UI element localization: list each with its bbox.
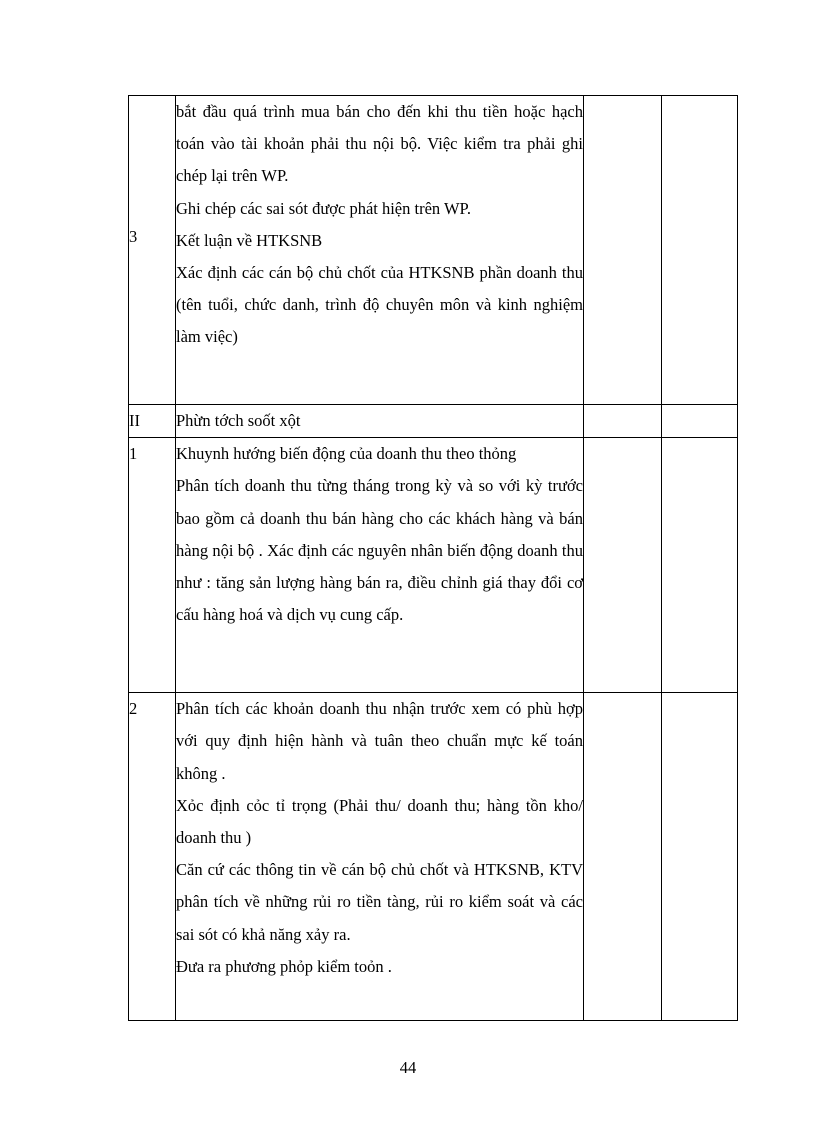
row-number: 1: [129, 444, 138, 464]
procedure-text: Xác định các cán bộ chủ chốt của HTKSNB phần doanh thu (tên tuổi, chức danh, trình độ chuyên môn và kinh nghiệm làm việc): [176, 263, 583, 347]
empty-cell: [662, 693, 738, 1021]
procedure-text: Đưa ra phương phỏp kiểm toỏn .: [176, 956, 392, 976]
row-number-cell: [129, 438, 176, 693]
empty-cell: [584, 405, 662, 438]
procedure-text: bắt đầu quá trình mua bán cho đến khi thu tiền hoặc hạch toán vào tài khoản phải thu nội bộ. Việc kiểm tra phải ghi chép lại trên WP.: [176, 102, 583, 186]
empty-cell: [584, 693, 662, 1021]
table-row: [129, 405, 738, 438]
row-number: 2: [129, 699, 138, 719]
empty-cell: [662, 405, 738, 438]
table-row: [129, 96, 738, 405]
row-number-cell: [129, 96, 176, 405]
procedure-text: Phân tích các khoản doanh thu nhận trước xem có phù hợp với quy định hiện hành và tuân theo chuẩn mực kế toán không .: [176, 699, 583, 783]
procedure-text: Căn cứ các thông tin về cán bộ chủ chốt và HTKSNB, KTV phân tích về những rủi ro tiền tàng, rủi ro kiểm soát và các sai sót có khả năng xảy ra.: [176, 860, 583, 944]
procedure-text: Ghi chép các sai sót được phát hiện trên WP.: [176, 198, 472, 218]
row-number-cell: [129, 693, 176, 1021]
table-row: [129, 438, 738, 693]
section-title-cell: [176, 405, 584, 438]
section-number: II: [129, 411, 140, 430]
empty-cell: [584, 96, 662, 405]
table-row: [129, 693, 738, 1021]
procedure-cell: [176, 693, 584, 1021]
section-title: Phừn tớch soốt xột: [176, 411, 301, 430]
procedure-cell: [176, 96, 584, 405]
procedure-cell: [176, 438, 584, 693]
page-number: 44: [399, 1058, 417, 1077]
empty-cell: [662, 96, 738, 405]
procedure-text: Kết luận về HTKSNB: [176, 230, 323, 250]
procedure-text: Khuynh hướng biến động của doanh thu theo thỏng: [176, 444, 517, 464]
row-number-cell: [129, 405, 176, 438]
row-number: 3: [129, 227, 138, 246]
procedure-text: Phân tích doanh thu từng tháng trong kỳ và so với kỳ trước bao gồm cả doanh thu bán hàng cho các khách hàng và bán hàng nội bộ . Xác định các nguyên nhân biến động doanh thu như : tăng sản lượng hàng bán ra, điều chỉnh giá thay đổi cơ cấu hàng hoá và dịch vụ cung cấp.: [176, 476, 583, 625]
empty-cell: [584, 438, 662, 693]
procedure-text: Xỏc định cỏc tỉ trọng (Phải thu/ doanh thu; hàng tồn kho/ doanh thu ): [176, 795, 583, 848]
empty-cell: [662, 438, 738, 693]
audit-program-table: [128, 95, 738, 1021]
